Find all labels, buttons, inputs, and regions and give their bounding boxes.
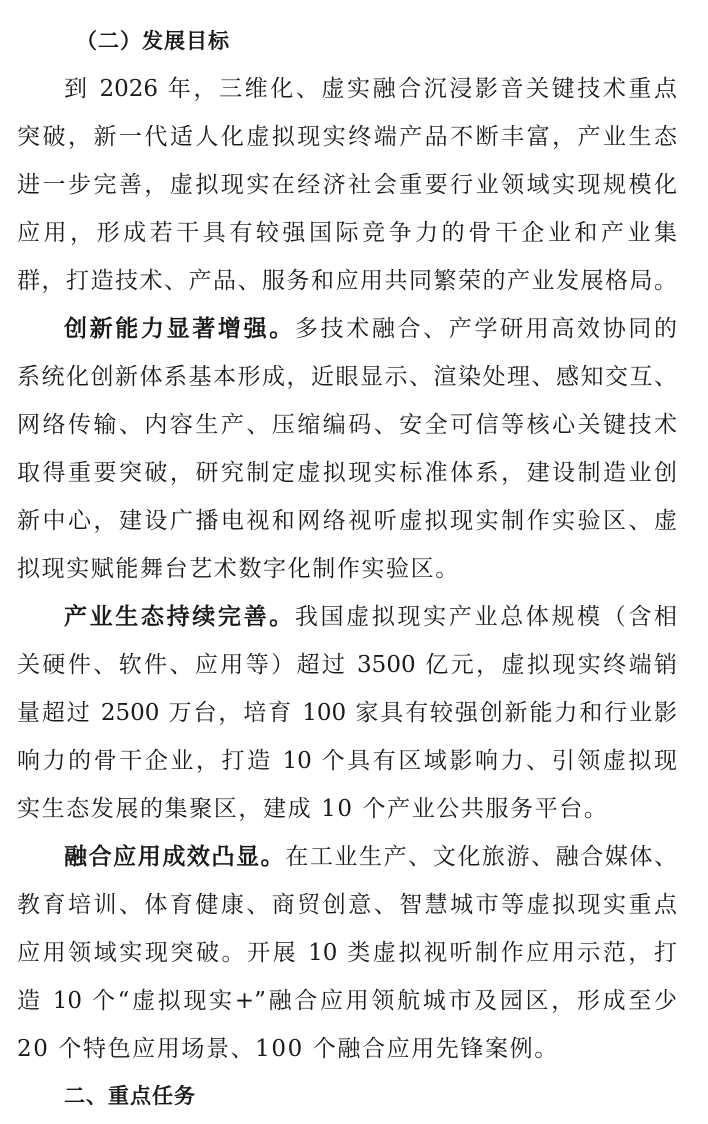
paragraph-3-line-1 [64, 593, 677, 641]
paragraph-1-line-4: 应用，形成若干具有较强国际竞争力的骨干企业和产业集 [17, 220, 677, 246]
paragraph-2-line-1-text: 多技术融合、产学研用高效协同的 [294, 316, 678, 342]
paragraph-2-line-1 [64, 305, 677, 353]
section-heading: （二）发展目标 [76, 28, 230, 53]
paragraph-3-line-3: 量超过 2500 万台，培育 100 家具有较强创新能力和行业影 [17, 700, 677, 726]
paragraph-4-line-1-text: 在工业生产、文化旅游、融合媒体、 [285, 844, 678, 870]
paragraph-1-line-1: 到 2026 年，三维化、虚实融合沉浸影音关键技术重点 [64, 76, 677, 102]
paragraph-4-line-1 [64, 833, 677, 881]
paragraph-1-line-3: 进一步完善，虚拟现实在经济社会重要行业领域实现规模化 [17, 172, 677, 198]
paragraph-2-lead: 创新能力显著增强。 [64, 315, 295, 342]
paragraph-1-line-5: 群，打造技术、产品、服务和应用共同繁荣的产业发展格局。 [17, 268, 677, 294]
next-section-heading: 二、重点任务 [64, 1083, 196, 1108]
paragraph-2-line-3: 网络传输、内容生产、压缩编码、安全可信等核心关键技术 [17, 412, 677, 438]
paragraph-3-line-4: 响力的骨干企业，打造 10 个具有区域影响力、引领虚拟现 [17, 748, 677, 774]
paragraph-3-lead: 产业生态持续完善。 [64, 603, 295, 630]
paragraph-1-line-2: 突破，新一代适人化虚拟现实终端产品不断丰富，产业生态 [17, 124, 677, 150]
paragraph-3-line-5: 实生态发展的集聚区，建成 10 个产业公共服务平台。 [17, 796, 609, 822]
paragraph-4-line-2: 教育培训、体育健康、商贸创意、智慧城市等虚拟现实重点 [17, 892, 677, 918]
paragraph-2-line-6: 拟现实赋能舞台艺术数字化制作实验区。 [17, 556, 460, 582]
paragraph-2-line-4: 取得重要突破，研究制定虚拟现实标准体系，建设制造业创 [17, 460, 677, 486]
paragraph-2-line-2: 系统化创新体系基本形成，近眼显示、渲染处理、感知交互、 [17, 364, 677, 390]
paragraph-4-line-3: 应用领域实现突破。开展 10 类虚拟视听制作应用示范，打 [17, 940, 677, 966]
paragraph-3-line-1-text: 我国虚拟现实产业总体规模（含相 [294, 604, 678, 630]
paragraph-4-lead: 融合应用成效凸显。 [64, 843, 286, 870]
paragraph-4-line-5: 20 个特色应用场景、100 个融合应用先锋案例。 [17, 1036, 559, 1062]
paragraph-3-line-2: 关硬件、软件、应用等）超过 3500 亿元，虚拟现实终端销 [17, 652, 677, 678]
paragraph-2-line-5: 新中心，建设广播电视和网络视听虚拟现实制作实验区、虚 [17, 508, 677, 534]
paragraph-4-line-4: 造 10 个“虚拟现实+”融合应用领航城市及园区，形成至少 [17, 988, 677, 1014]
